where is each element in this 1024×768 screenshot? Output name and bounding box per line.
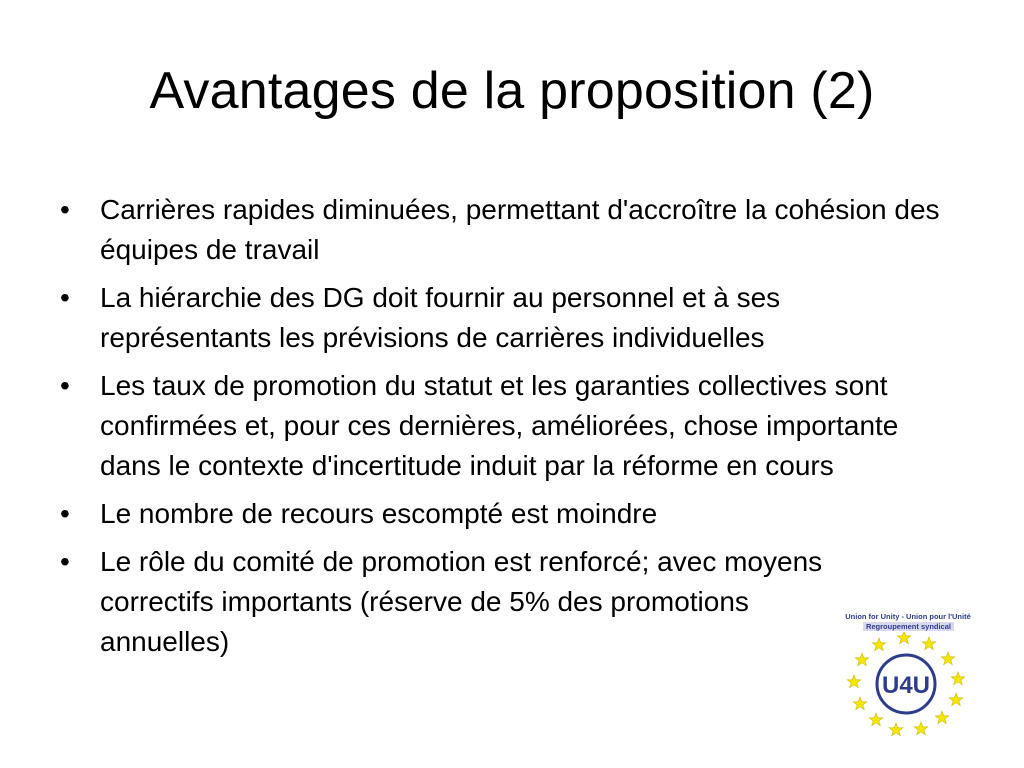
bullet-list <box>60 190 945 670</box>
u4u-emblem-icon <box>838 632 974 736</box>
u4u-logo <box>838 612 974 736</box>
logo-tagline: Union for Unity - Union pour l'Unité <box>845 612 971 621</box>
logo-subtitle: Regroupement syndical <box>863 622 954 631</box>
slide-title: Avantages de la proposition (2) <box>149 62 875 120</box>
bullet-item: • Les taux de promotion du statut et les garanties collectives sont confirmées et, pour ces dernières, améliorées, chose importante dans le contexte d'incertitude induit par la réforme en cours <box>60 366 945 486</box>
bullet-item: • Carrières rapides diminuées, permettant d'accroître la cohésion des équipes de travail <box>60 190 945 270</box>
bullet-item: • Le rôle du comité de promotion est renforcé; avec moyens correctifs importants (réserve de 5% des promotions annuelles) <box>60 542 945 662</box>
bullet-item: • Le nombre de recours escompté est moindre <box>60 494 945 534</box>
logo-mark: U4U <box>881 672 931 699</box>
bullet-item: • La hiérarchie des DG doit fournir au personnel et à ses représentants les prévisions de carrières individuelles <box>60 278 945 358</box>
